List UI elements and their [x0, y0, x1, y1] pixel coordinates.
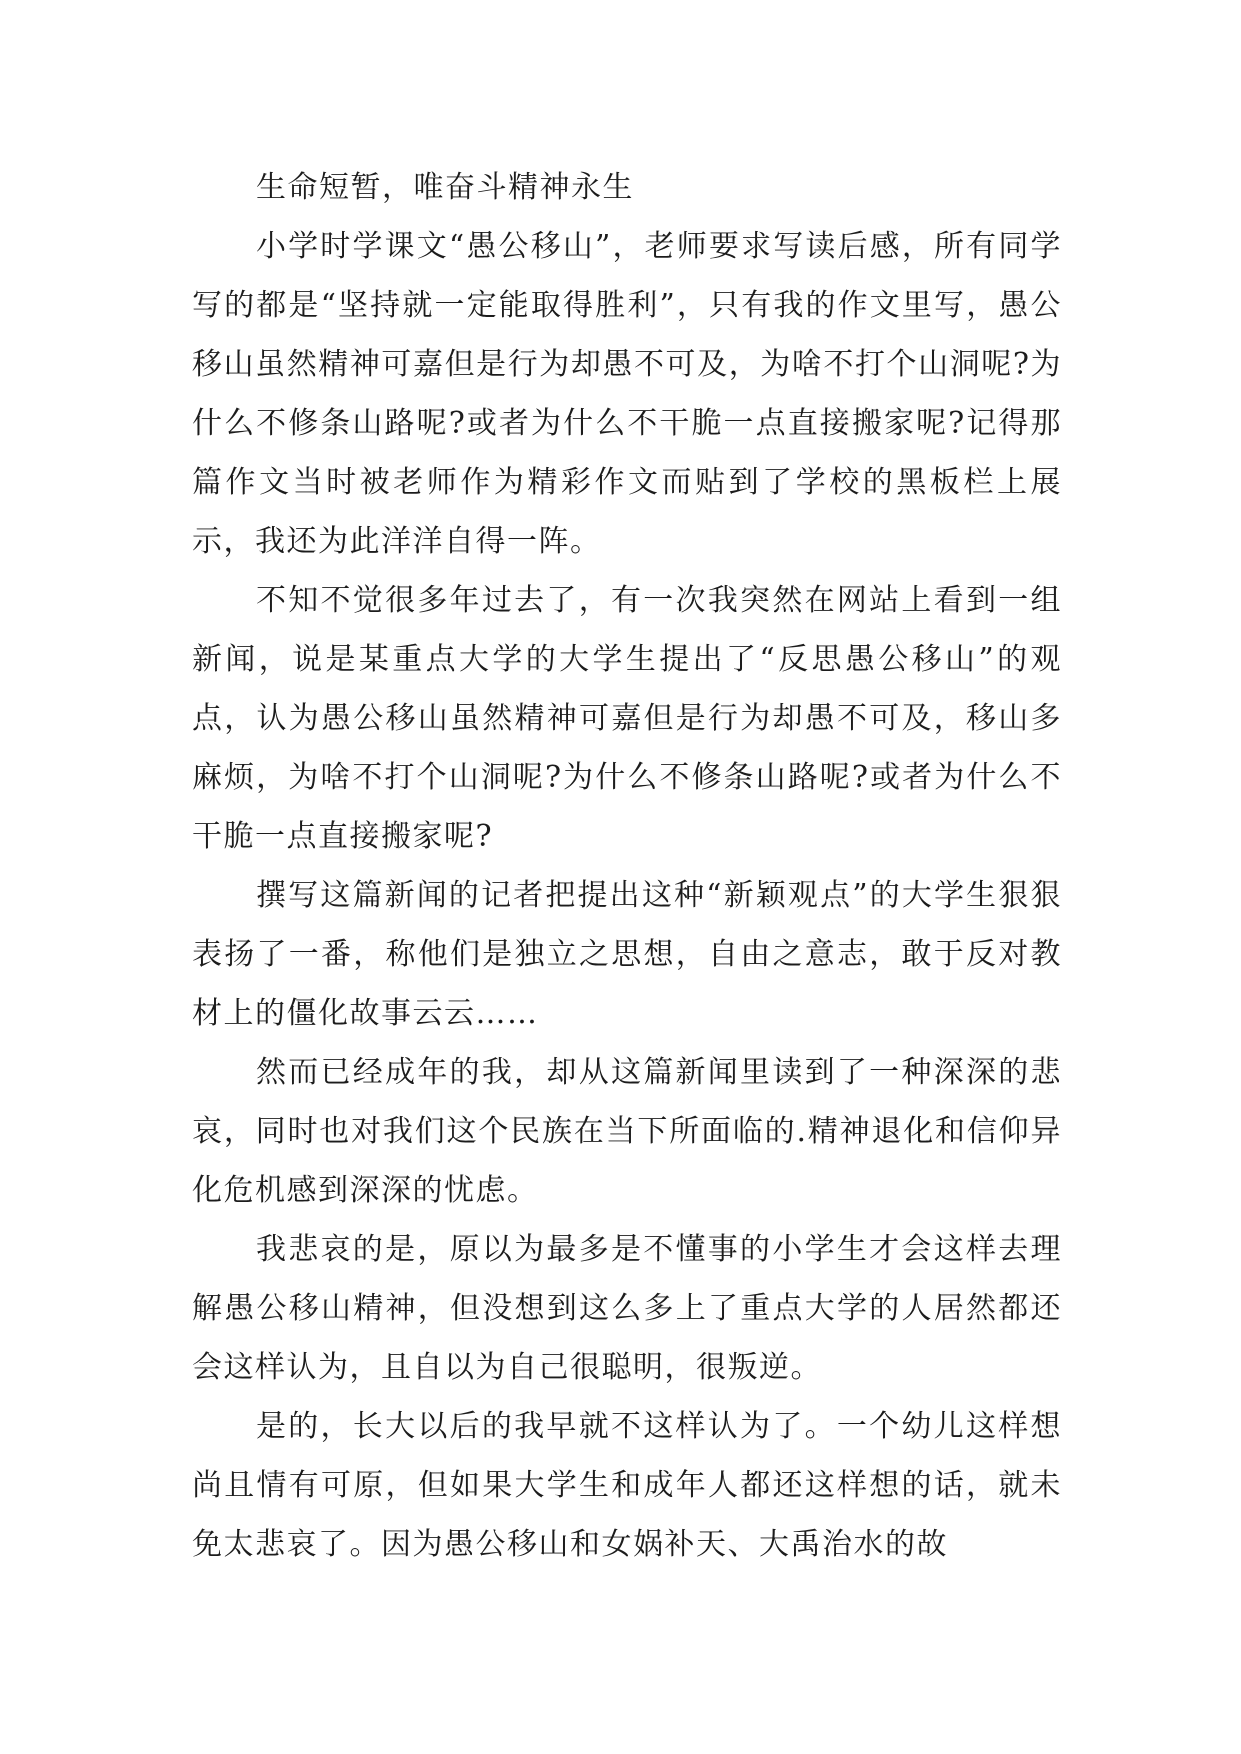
document-body [192, 158, 1062, 1574]
paragraph-2: 不知不觉很多年过去了，有一次我突然在网站上看到一组新闻，说是某重点大学的大学生提出了“反思愚公移山”的观点，认为愚公移山虽然精神可嘉但是行为却愚不可及，移山多麻烦，为啥不打个山洞呢?为什么不修条山路呢?或者为什么不干脆一点直接搬家呢? [192, 583, 1062, 854]
paragraph-5: 我悲哀的是，原以为最多是不懂事的小学生才会这样去理解愚公移山精神，但没想到这么多上了重点大学的人居然都还会这样认为，且自以为自己很聪明，很叛逆。 [192, 1232, 1062, 1385]
paragraph-3: 撰写这篇新闻的记者把提出这种“新颖观点”的大学生狠狠表扬了一番，称他们是独立之思想，自由之意志，敢于反对教材上的僵化故事云云…… [192, 878, 1062, 1031]
paragraph-4: 然而已经成年的我，却从这篇新闻里读到了一种深深的悲哀，同时也对我们这个民族在当下所面临的.精神退化和信仰异化危机感到深深的忧虑。 [192, 1055, 1062, 1208]
document-title: 生命短暂，唯奋斗精神永生 [256, 170, 634, 205]
paragraph-1: 小学时学课文“愚公移山”，老师要求写读后感，所有同学写的都是“坚持就一定能取得胜利”，只有我的作文里写，愚公移山虽然精神可嘉但是行为却愚不可及，为啥不打个山洞呢?为什么不修条山路呢?或者为什么不干脆一点直接搬家呢?记得那篇作文当时被老师作为精彩作文而贴到了学校的黑板栏上展示，我还为此洋洋自得一阵。 [192, 229, 1062, 559]
paragraph-6: 是的，长大以后的我早就不这样认为了。一个幼儿这样想尚且情有可原，但如果大学生和成年人都还这样想的话，就未免太悲哀了。因为愚公移山和女娲补天、大禹治水的故 [192, 1409, 1062, 1562]
